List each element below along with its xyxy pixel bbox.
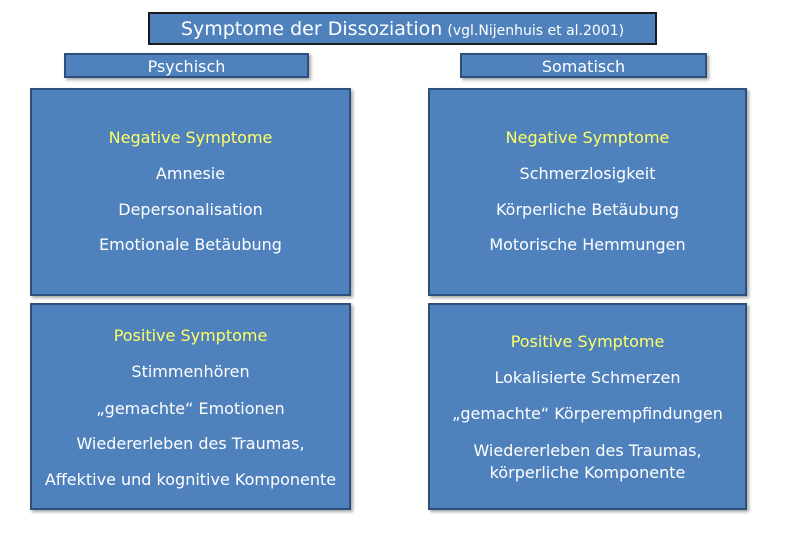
symptom-item: Motorische Hemmungen (489, 235, 686, 254)
panel-somatisch-negative (428, 88, 747, 296)
symptom-item: Körperliche Betäubung (495, 200, 680, 219)
symptom-item: Amnesie (155, 164, 226, 183)
panel-psychisch-positive (30, 303, 351, 510)
header-psychisch: Psychisch (64, 53, 309, 78)
panel-heading: Positive Symptome (510, 332, 665, 351)
title-main: Symptome der Dissoziation (180, 18, 443, 40)
title-reference: (vgl.Nijenhuis et al.2001) (447, 23, 625, 39)
panel-somatisch-positive (428, 303, 747, 510)
diagram-title (150, 18, 655, 40)
symptom-item: Wiedererleben des Traumas, (473, 441, 702, 460)
symptom-item: Stimmenhören (131, 362, 250, 381)
symptom-item: „gemachte“ Körperempfindungen (452, 404, 723, 423)
panel-heading: Negative Symptome (505, 128, 670, 147)
symptom-item: körperliche Komponente (489, 463, 686, 482)
symptom-item: Emotionale Betäubung (99, 235, 282, 254)
symptom-item: „gemachte“ Emotionen (96, 399, 285, 418)
symptom-item: Depersonalisation (118, 200, 263, 219)
symptom-item: Affektive und kognitive Komponente (44, 470, 337, 489)
symptom-item: Schmerzlosigkeit (519, 164, 656, 183)
symptom-item: Wiedererleben des Traumas, (76, 434, 305, 453)
panel-heading: Negative Symptome (108, 128, 273, 147)
symptom-item: Lokalisierte Schmerzen (494, 368, 681, 387)
title-box (148, 12, 657, 45)
panel-heading: Positive Symptome (113, 326, 268, 345)
header-somatisch: Somatisch (460, 53, 707, 78)
panel-psychisch-negative (30, 88, 351, 296)
